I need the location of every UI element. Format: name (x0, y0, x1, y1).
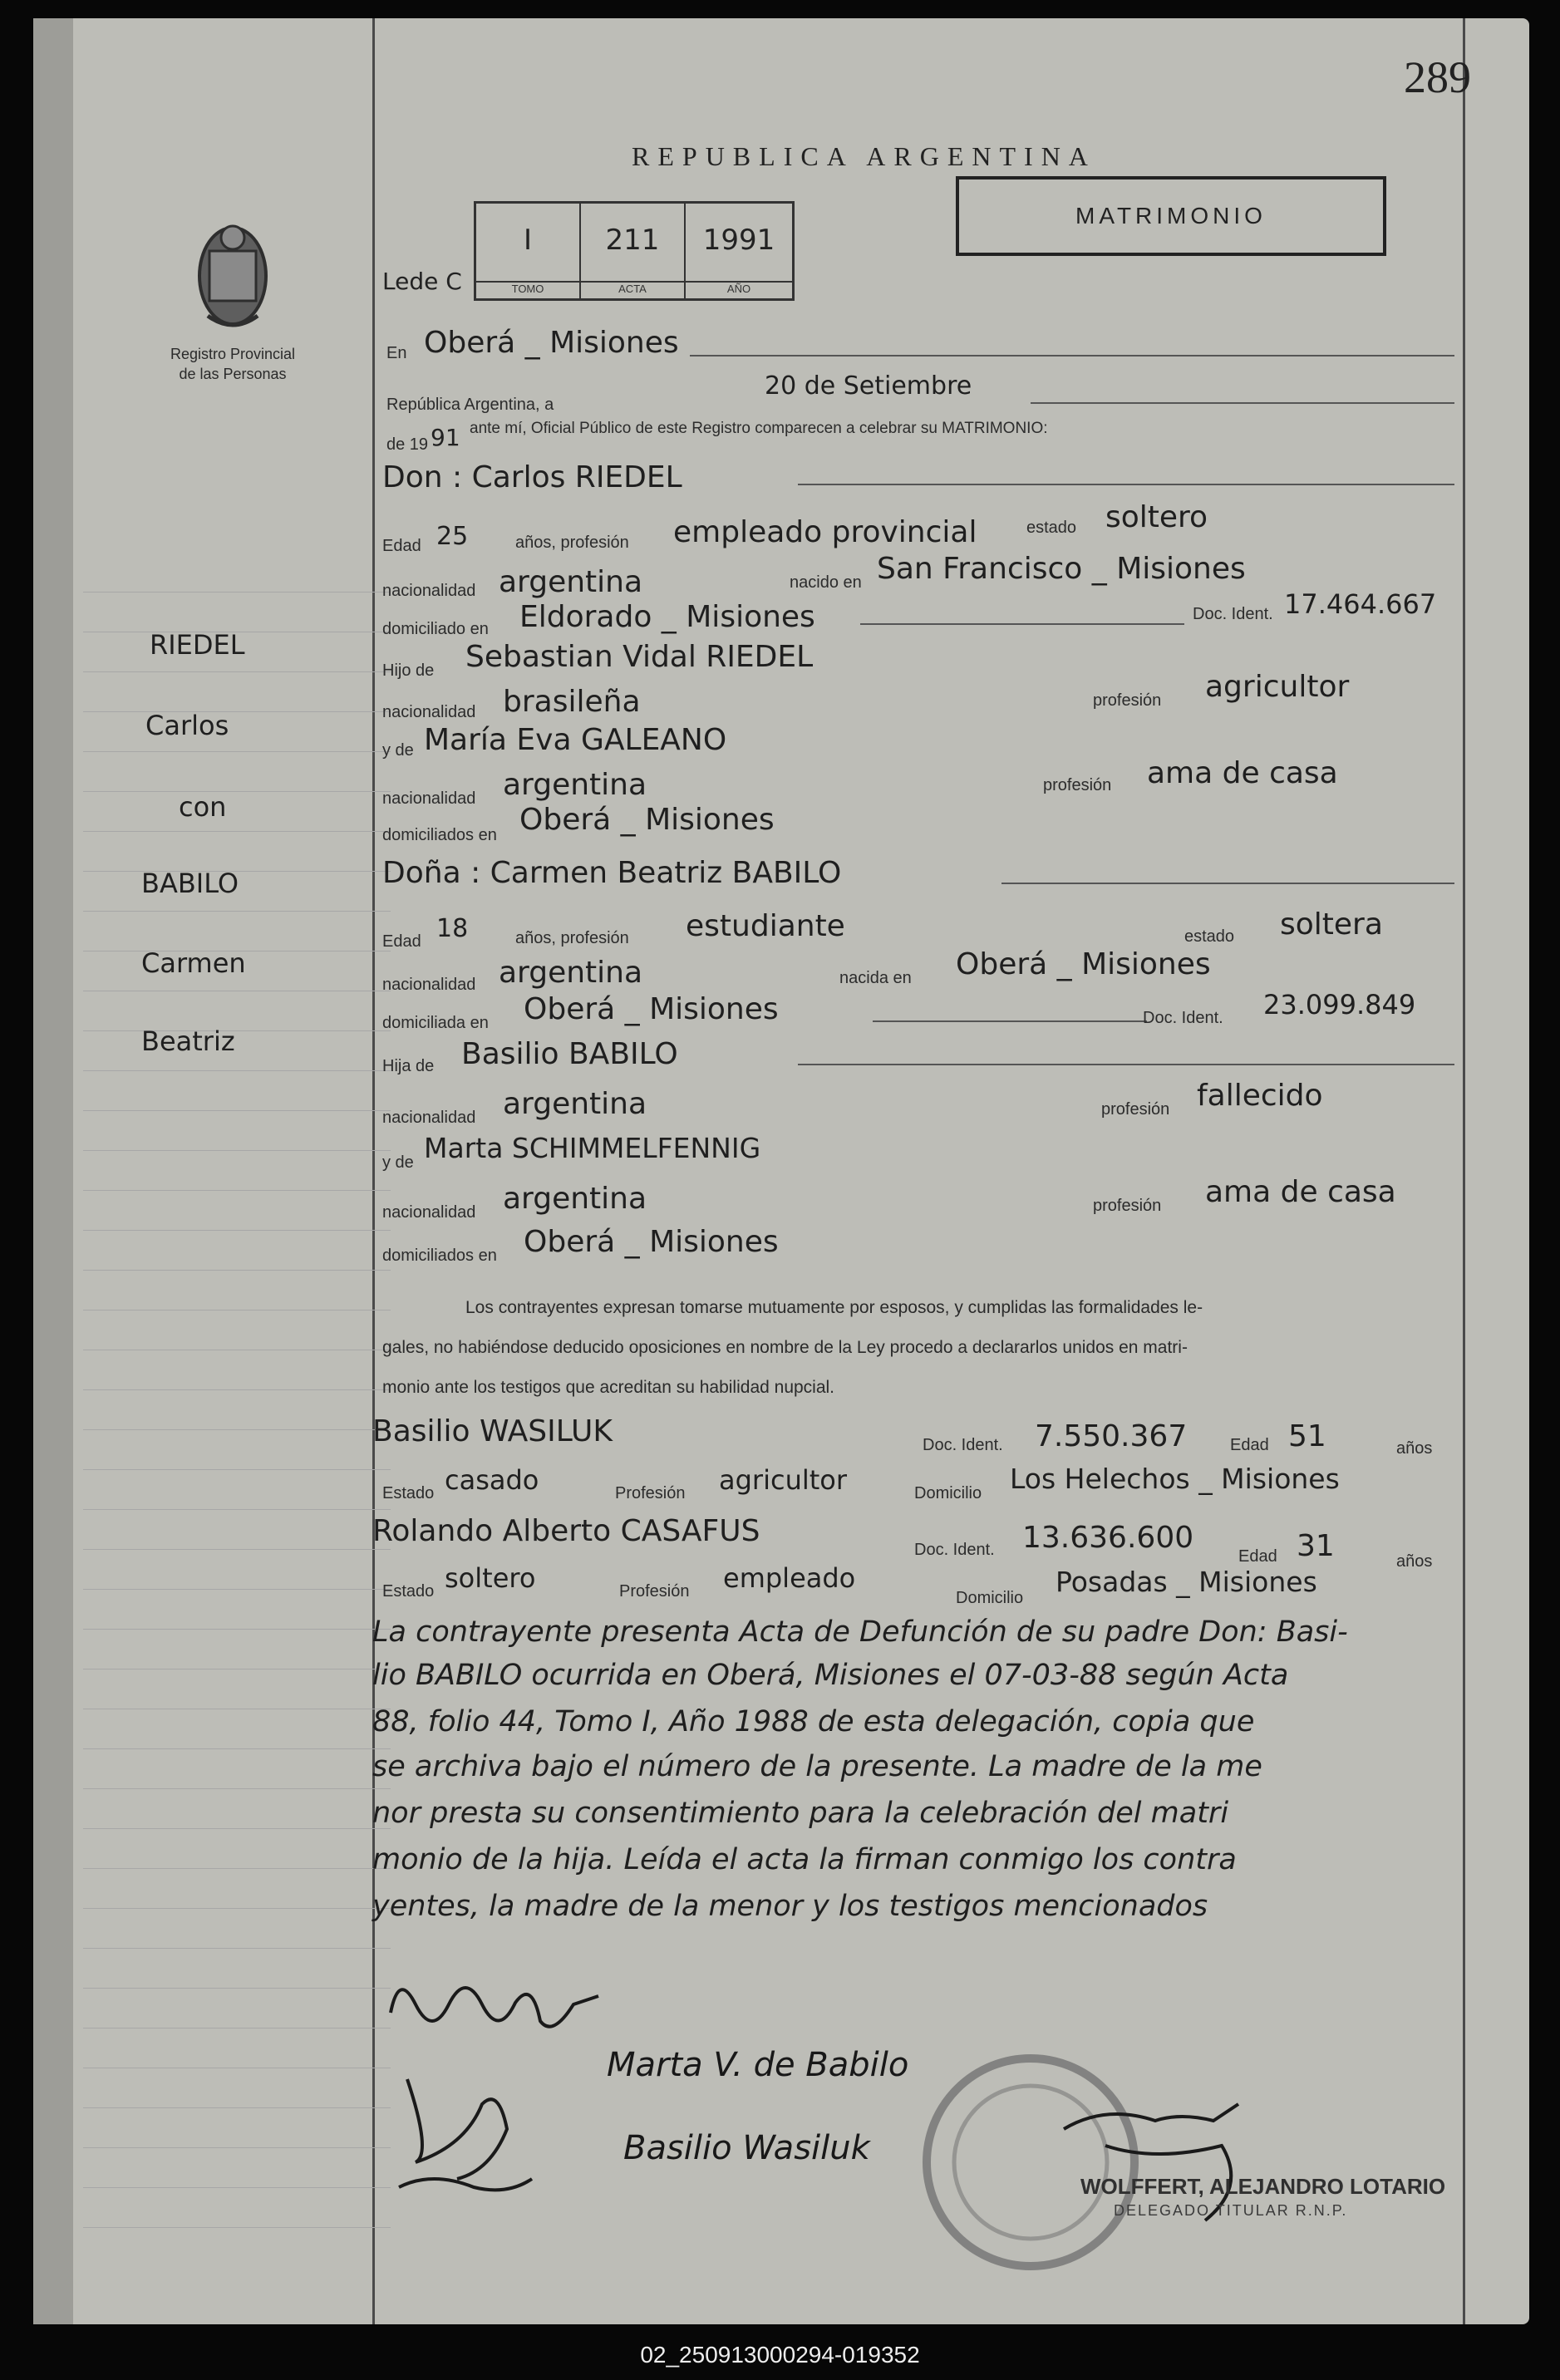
witness1-edad-label: Edad (1230, 1436, 1269, 1454)
witness2-anos-label: años (1396, 1552, 1433, 1571)
witness2-dom-label: Domicilio (956, 1589, 1024, 1607)
margin-rule-line (83, 1230, 391, 1231)
witness1-estado: casado (445, 1464, 539, 1496)
groom-nacido-en: San Francisco _ Misiones (877, 552, 1246, 586)
bride-profesion: estudiante (686, 909, 845, 943)
bride-estado: soltera (1280, 907, 1383, 942)
bride-dom-label: domiciliada en (382, 1014, 489, 1032)
margin-divider (372, 18, 375, 2324)
book-spine (33, 18, 73, 2324)
signature-bride (382, 2054, 565, 2204)
margin-rule-line (83, 1509, 391, 1510)
bride-padre-prof-label: profesión (1101, 1100, 1170, 1119)
margin-rule-line (83, 1389, 391, 1390)
groom-nacionalidad: argentina (499, 565, 643, 599)
groom-madre: María Eva GALEANO (424, 723, 727, 757)
bride-madre-nac-label: nacionalidad (382, 1203, 476, 1222)
en-label: En (386, 344, 407, 362)
witness1-doc-label: Doc. Ident. (923, 1436, 1003, 1454)
margin-rule-line (83, 1429, 391, 1430)
margin-rule-line (83, 711, 391, 712)
groom-madre-prof: ama de casa (1147, 756, 1338, 790)
registry-name-line2: de las Personas (179, 366, 287, 382)
bride-nac-label: nacionalidad (382, 976, 476, 994)
margin-rule-line (83, 1110, 391, 1111)
witness1-dom-label: Domicilio (914, 1484, 982, 1502)
margin-rule-line (83, 592, 391, 593)
acta-label: ACTA (581, 281, 684, 295)
ano-cell (686, 204, 792, 298)
intro-text: ante mí, Oficial Público de este Registro comparecen a celebrar su MATRIMONIO: (470, 420, 1048, 437)
stamp-title: DELEGADO TITULAR R.N.P. (1114, 2202, 1348, 2219)
margin-rule-line (83, 1070, 391, 1071)
bride-yde-label: y de (382, 1153, 414, 1172)
groom-padre-nac: brasileña (503, 685, 641, 719)
groom-estado: soltero (1105, 500, 1208, 534)
witness1-name: Basilio WASILUK (372, 1414, 613, 1448)
observation-line: se archiva bajo el número de la presente. La madre de la me (372, 1750, 1262, 1783)
bride-nacionalidad: argentina (499, 956, 643, 990)
right-border (1463, 18, 1465, 2324)
act-type: MATRIMONIO (1075, 203, 1267, 229)
groom-madre-nac: argentina (503, 768, 647, 802)
margin-line: BABILO (141, 868, 239, 899)
witness2-name: Rolando Alberto CASAFUS (372, 1514, 760, 1548)
observation-line: monio de la hija. Leída el acta la firman conmigo los contra (372, 1843, 1237, 1876)
groom-doc: 17.464.667 (1284, 588, 1437, 620)
witness2-edad: 31 (1297, 1529, 1335, 1563)
bride-doms-label: domiciliados en (382, 1247, 497, 1265)
witness1-prof-label: Profesión (615, 1484, 686, 1502)
observation-line: lio BABILO ocurrida en Oberá, Misiones el 07-03-88 según Acta (372, 1659, 1289, 1692)
margin-rule-line (83, 1589, 391, 1590)
groom-nac-label: nacionalidad (382, 582, 476, 600)
witness1-doc: 7.550.367 (1035, 1419, 1188, 1453)
observation-line: La contrayente presenta Acta de Defunción de su padre Don: Basi- (372, 1615, 1348, 1649)
margin-rule-line (83, 2107, 391, 2108)
declaration-line2: gales, no habiéndose deducido oposiciones en nombre de la Ley procedo a declararlos unidos en matri- (382, 1338, 1188, 1357)
witness2-prof-label: Profesión (619, 1582, 690, 1601)
signature-witness1: Basilio Wasiluk (623, 2129, 870, 2167)
groom-madre-prof-label: profesión (1043, 776, 1112, 794)
margin-rule-line (83, 1828, 391, 1829)
signature-groom (382, 1946, 632, 2046)
bride-madre: Marta SCHIMMELFENNIG (424, 1132, 761, 1164)
declaration-line3: monio ante los testigos que acreditan su habilidad nupcial. (382, 1378, 835, 1397)
tomo-value: I (523, 224, 533, 257)
margin-rule-line (83, 1788, 391, 1789)
margin-rule-line (83, 671, 391, 672)
bride-domicilio: Oberá _ Misiones (524, 992, 779, 1026)
bride-padre-nac: argentina (503, 1087, 647, 1121)
witness1-domicilio: Los Helechos _ Misiones (1010, 1463, 1340, 1495)
tomo-cell (476, 204, 581, 298)
bride-padre-prof: fallecido (1197, 1079, 1323, 1113)
groom-nacido-label: nacido en (790, 573, 862, 592)
stamp-name: WOLFFERT, ALEJANDRO LOTARIO (1080, 2174, 1446, 2199)
observation-line: yentes, la madre de la menor y los testigos mencionados (372, 1890, 1208, 1923)
register-page (33, 18, 1529, 2324)
signature-mother: Marta V. de Babilo (607, 2046, 909, 2084)
reference-table (474, 201, 795, 301)
margin-line: RIEDEL (150, 629, 245, 661)
witness2-edad-label: Edad (1238, 1547, 1277, 1566)
page-number: 289 (1404, 52, 1471, 102)
registry-name-line1: Registro Provincial (170, 346, 296, 362)
republica-label: República Argentina, a (386, 396, 554, 414)
margin-line: Carmen (141, 947, 246, 979)
margin-rule-line (83, 1748, 391, 1749)
acta-cell (581, 204, 686, 298)
margin-rule-line (83, 1469, 391, 1470)
groom-padre: Sebastian Vidal RIEDEL (465, 640, 814, 674)
witness1-edad: 51 (1288, 1419, 1326, 1453)
margin-rule-line (83, 1190, 391, 1191)
day-month: 20 de Setiembre (765, 371, 972, 401)
bride-madre-nac: argentina (503, 1182, 647, 1216)
groom-dom-label: domiciliado en (382, 620, 489, 638)
margin-rule-line (83, 751, 391, 752)
year-suffix: 91 (431, 424, 460, 451)
margin-line: Beatriz (141, 1025, 235, 1057)
margin-line: Carlos (145, 710, 229, 741)
ano-label: AÑO (686, 281, 792, 295)
witness1-estado-label: Estado (382, 1484, 435, 1502)
bride-estado-label: estado (1184, 927, 1235, 946)
witness2-estado: soltero (445, 1562, 536, 1594)
groom-profesion: empleado provincial (673, 515, 977, 549)
groom-yde-label: y de (382, 741, 414, 760)
witness1-anos-label: años (1396, 1439, 1433, 1458)
margin-rule-line (83, 2147, 391, 2148)
witness2-profesion: empleado (723, 1562, 856, 1594)
witness2-doc-label: Doc. Ident. (914, 1541, 995, 1559)
groom-hijo-label: Hijo de (382, 661, 435, 680)
margin-rule-line (83, 1908, 391, 1909)
bride-nacida-label: nacida en (839, 969, 912, 987)
margin-rule-line (83, 2187, 391, 2188)
margin-rule-line (83, 2227, 391, 2228)
observation-line: nor presta su consentimiento para la celebración del matri (372, 1797, 1229, 1830)
witness2-doc: 13.636.600 (1022, 1521, 1194, 1555)
acta-value: 211 (605, 224, 660, 257)
margin-rule-line (83, 831, 391, 832)
groom-doc-label: Doc. Ident. (1193, 605, 1273, 623)
margin-rule-line (83, 1629, 391, 1630)
groom-anos-label: años, profesión (515, 534, 629, 552)
bride-nacida-en: Oberá _ Misiones (956, 947, 1211, 981)
margin-rule-line (83, 1988, 391, 1989)
margin-code: Lede C (382, 268, 462, 295)
place: Oberá _ Misiones (424, 326, 679, 360)
witness1-profesion: agricultor (719, 1464, 848, 1496)
margin-rule-line (83, 1150, 391, 1151)
groom-padre-prof: agricultor (1205, 670, 1350, 704)
registry-name (145, 344, 320, 384)
bride-padre-nac-label: nacionalidad (382, 1109, 476, 1127)
year-prefix: de 19 (386, 435, 429, 454)
groom-domicilio: Eldorado _ Misiones (519, 600, 815, 634)
bride-madre-prof-label: profesión (1093, 1197, 1162, 1215)
bride-hija-label: Hija de (382, 1057, 435, 1075)
groom-edad-label: Edad (382, 537, 421, 555)
groom-padres-dom: Oberá _ Misiones (519, 803, 775, 837)
margin-rule-line (83, 1549, 391, 1550)
groom-title: Don : Carlos RIEDEL (382, 460, 682, 494)
bride-madre-prof: ama de casa (1205, 1175, 1396, 1209)
margin-rule-line (83, 1030, 391, 1031)
witness2-estado-label: Estado (382, 1582, 435, 1601)
groom-doms-label: domiciliados en (382, 826, 497, 844)
groom-madre-nac-label: nacionalidad (382, 789, 476, 808)
declaration-line1: Los contrayentes expresan tomarse mutuamente por esposos, y cumplidas las formalidades le- (465, 1298, 1203, 1317)
groom-padre-nac-label: nacionalidad (382, 703, 476, 721)
witness2-domicilio: Posadas _ Misiones (1056, 1566, 1317, 1598)
bride-edad: 18 (436, 914, 469, 943)
groom-edad: 25 (436, 522, 469, 551)
coat-of-arms-icon (191, 218, 274, 341)
margin-line: con (179, 791, 227, 823)
groom-estado-label: estado (1026, 519, 1077, 537)
bride-anos-label: años, profesión (515, 929, 629, 947)
act-type-box (956, 176, 1386, 256)
image-caption: 02_250913000294-019352 (640, 2342, 920, 2368)
observation-line: 88, folio 44, Tomo I, Año 1988 de esta delegación, copia que (372, 1705, 1255, 1738)
margin-rule-line (83, 1868, 391, 1869)
groom-padre-prof-label: profesión (1093, 691, 1162, 710)
margin-rule-line (83, 911, 391, 912)
margin-rule-line (83, 1270, 391, 1271)
bride-doc-label: Doc. Ident. (1143, 1009, 1223, 1027)
bride-edad-label: Edad (382, 932, 421, 951)
bride-doc: 23.099.849 (1263, 989, 1416, 1020)
country-title: REPUBLICA ARGENTINA (632, 141, 1096, 171)
margin-rule-line (83, 1948, 391, 1949)
bride-padres-dom: Oberá _ Misiones (524, 1225, 779, 1259)
bride-padre: Basilio BABILO (461, 1037, 678, 1071)
bride-title: Doña : Carmen Beatriz BABILO (382, 856, 842, 890)
margin-rule-line (83, 791, 391, 792)
tomo-label: TOMO (476, 281, 579, 295)
ano-value: 1991 (702, 224, 775, 257)
